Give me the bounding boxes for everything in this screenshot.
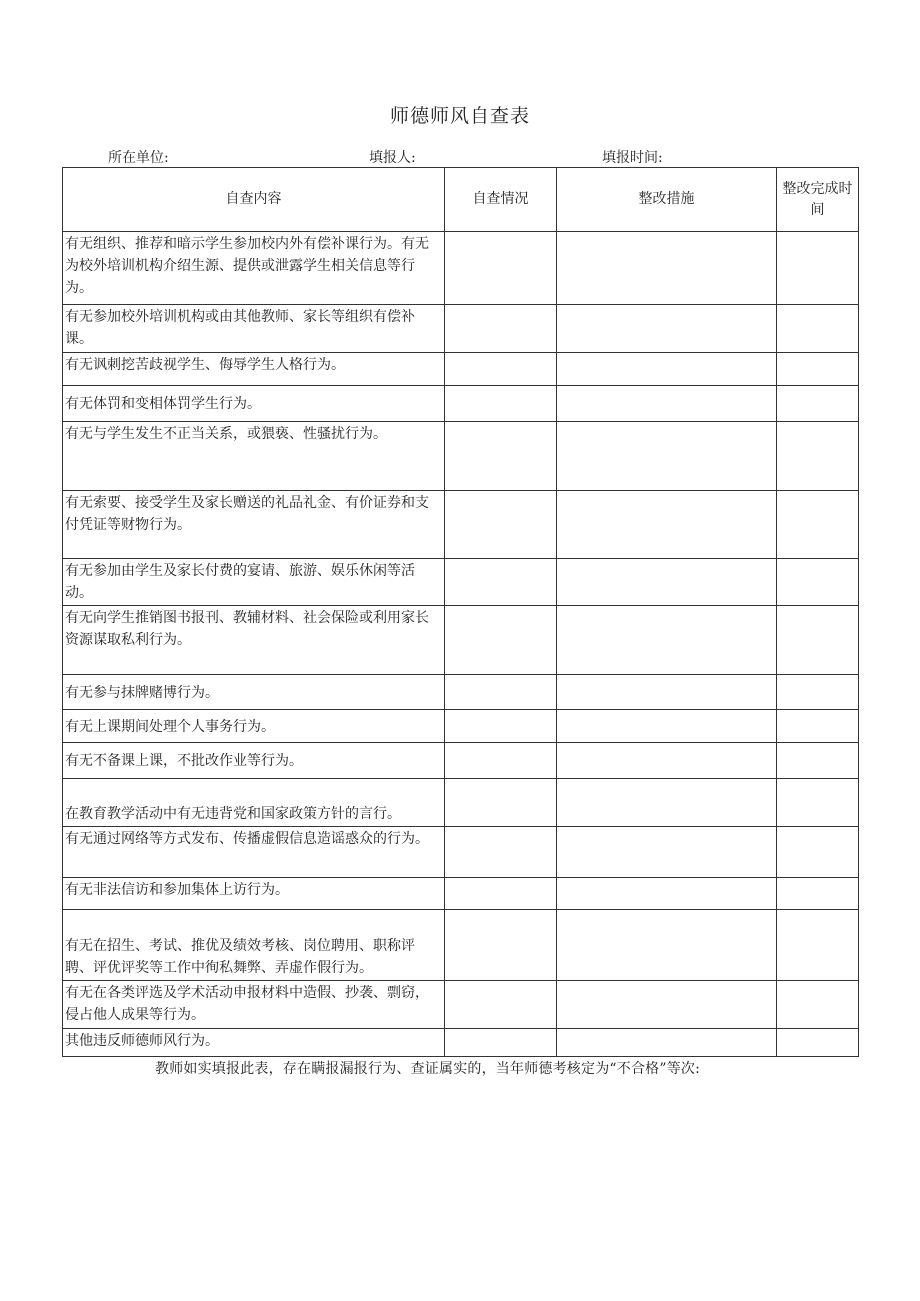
row-situation-cell[interactable] <box>445 232 557 305</box>
row-situation-cell[interactable] <box>445 743 557 779</box>
table-row <box>63 491 859 559</box>
row-content: 有无讽刺挖苦歧视学生、侮辱学生人格行为。 <box>63 353 445 386</box>
row-situation-cell[interactable] <box>445 422 557 491</box>
row-measures-cell[interactable] <box>557 422 777 491</box>
row-situation-cell[interactable] <box>445 827 557 878</box>
row-situation-cell[interactable] <box>445 981 557 1029</box>
row-done-time-cell[interactable] <box>777 910 859 981</box>
row-measures-cell[interactable] <box>557 779 777 827</box>
header-content: 自查内容 <box>63 168 445 232</box>
row-done-time-cell[interactable] <box>777 559 859 606</box>
row-content: 其他违反师德师风行为。 <box>63 1029 445 1057</box>
table-header-row <box>63 168 859 232</box>
row-done-time-cell[interactable] <box>777 353 859 386</box>
row-content: 有无参与抹牌赌博行为。 <box>63 675 445 710</box>
row-measures-cell[interactable] <box>557 1029 777 1057</box>
header-situation: 自查情况 <box>445 168 557 232</box>
table-row <box>63 422 859 491</box>
table-row <box>63 559 859 606</box>
row-situation-cell[interactable] <box>445 675 557 710</box>
row-measures-cell[interactable] <box>557 981 777 1029</box>
row-done-time-cell[interactable] <box>777 491 859 559</box>
row-content: 有无参加校外培训机构或由其他教师、家长等组织有偿补课。 <box>63 305 445 353</box>
row-measures-cell[interactable] <box>557 710 777 743</box>
row-situation-cell[interactable] <box>445 779 557 827</box>
unit-label: 所在单位: <box>108 150 169 166</box>
row-measures-cell[interactable] <box>557 386 777 422</box>
table-row <box>63 305 859 353</box>
row-situation-cell[interactable] <box>445 386 557 422</box>
table-row <box>63 878 859 910</box>
row-content: 有无索要、接受学生及家长赠送的礼品礼金、有价证券和支付凭证等财物行为。 <box>63 491 445 559</box>
table-row <box>63 827 859 878</box>
header-measures: 整改措施 <box>557 168 777 232</box>
row-situation-cell[interactable] <box>445 1029 557 1057</box>
row-measures-cell[interactable] <box>557 910 777 981</box>
row-content: 有无与学生发生不正当关系，或猥亵、性骚扰行为。 <box>63 422 445 491</box>
row-done-time-cell[interactable] <box>777 878 859 910</box>
row-content: 有无向学生推销图书报刊、教辅材料、社会保险或利用家长资源谋取私利行为。 <box>63 606 445 675</box>
row-measures-cell[interactable] <box>557 305 777 353</box>
row-content: 在教育教学活动中有无违背党和国家政策方针的言行。 <box>63 779 445 827</box>
row-situation-cell[interactable] <box>445 606 557 675</box>
row-done-time-cell[interactable] <box>777 1029 859 1057</box>
table-row <box>63 606 859 675</box>
table-row <box>63 353 859 386</box>
row-content: 有无在各类评选及学术活动申报材料中造假、抄袭、剽窃，侵占他人成果等行为。 <box>63 981 445 1029</box>
row-situation-cell[interactable] <box>445 491 557 559</box>
row-content: 有无在招生、考试、推优及绩效考核、岗位聘用、职称评聘、评优评奖等工作中徇私舞弊、弄虚作假行为。 <box>63 910 445 981</box>
row-measures-cell[interactable] <box>557 743 777 779</box>
row-measures-cell[interactable] <box>557 559 777 606</box>
footer-note: 教师如实填报此表，存在瞒报漏报行为、查证属实的，当年师德考核定为“不合格”等次: <box>155 1061 701 1077</box>
row-done-time-cell[interactable] <box>777 827 859 878</box>
table-row <box>63 910 859 981</box>
row-done-time-cell[interactable] <box>777 675 859 710</box>
table-row <box>63 386 859 422</box>
row-measures-cell[interactable] <box>557 232 777 305</box>
row-situation-cell[interactable] <box>445 353 557 386</box>
row-done-time-cell[interactable] <box>777 743 859 779</box>
self-check-table <box>62 167 859 1057</box>
row-measures-cell[interactable] <box>557 353 777 386</box>
row-done-time-cell[interactable] <box>777 606 859 675</box>
table-row <box>63 1029 859 1057</box>
row-measures-cell[interactable] <box>557 827 777 878</box>
row-measures-cell[interactable] <box>557 878 777 910</box>
row-content: 有无不备课上课，不批改作业等行为。 <box>63 743 445 779</box>
row-content: 有无组织、推荐和暗示学生参加校内外有偿补课行为。有无为校外培训机构介绍生源、提供或泄露学生相关信息等行为。 <box>63 232 445 305</box>
row-situation-cell[interactable] <box>445 559 557 606</box>
row-content: 有无体罚和变相体罚学生行为。 <box>63 386 445 422</box>
page-title: 师德师风自查表 <box>389 105 530 127</box>
row-situation-cell[interactable] <box>445 710 557 743</box>
row-measures-cell[interactable] <box>557 675 777 710</box>
table-row <box>63 232 859 305</box>
row-done-time-cell[interactable] <box>777 779 859 827</box>
row-situation-cell[interactable] <box>445 305 557 353</box>
row-done-time-cell[interactable] <box>777 305 859 353</box>
row-content: 有无上课期间处理个人事务行为。 <box>63 710 445 743</box>
row-situation-cell[interactable] <box>445 878 557 910</box>
row-done-time-cell[interactable] <box>777 232 859 305</box>
row-measures-cell[interactable] <box>557 606 777 675</box>
row-measures-cell[interactable] <box>557 491 777 559</box>
row-content: 有无非法信访和参加集体上访行为。 <box>63 878 445 910</box>
row-done-time-cell[interactable] <box>777 710 859 743</box>
table-row <box>63 743 859 779</box>
table-row <box>63 710 859 743</box>
row-content: 有无参加由学生及家长付费的宴请、旅游、娱乐休闲等活动。 <box>63 559 445 606</box>
table-row <box>63 675 859 710</box>
row-done-time-cell[interactable] <box>777 981 859 1029</box>
row-done-time-cell[interactable] <box>777 386 859 422</box>
table-row <box>63 981 859 1029</box>
row-content: 有无通过网络等方式发布、传播虚假信息造谣惑众的行为。 <box>63 827 445 878</box>
fill-time-label: 填报时间: <box>602 150 663 166</box>
table-row <box>63 779 859 827</box>
filler-label: 填报人: <box>369 150 416 166</box>
row-situation-cell[interactable] <box>445 910 557 981</box>
header-done-time: 整改完成时间 <box>777 168 859 232</box>
row-done-time-cell[interactable] <box>777 422 859 491</box>
